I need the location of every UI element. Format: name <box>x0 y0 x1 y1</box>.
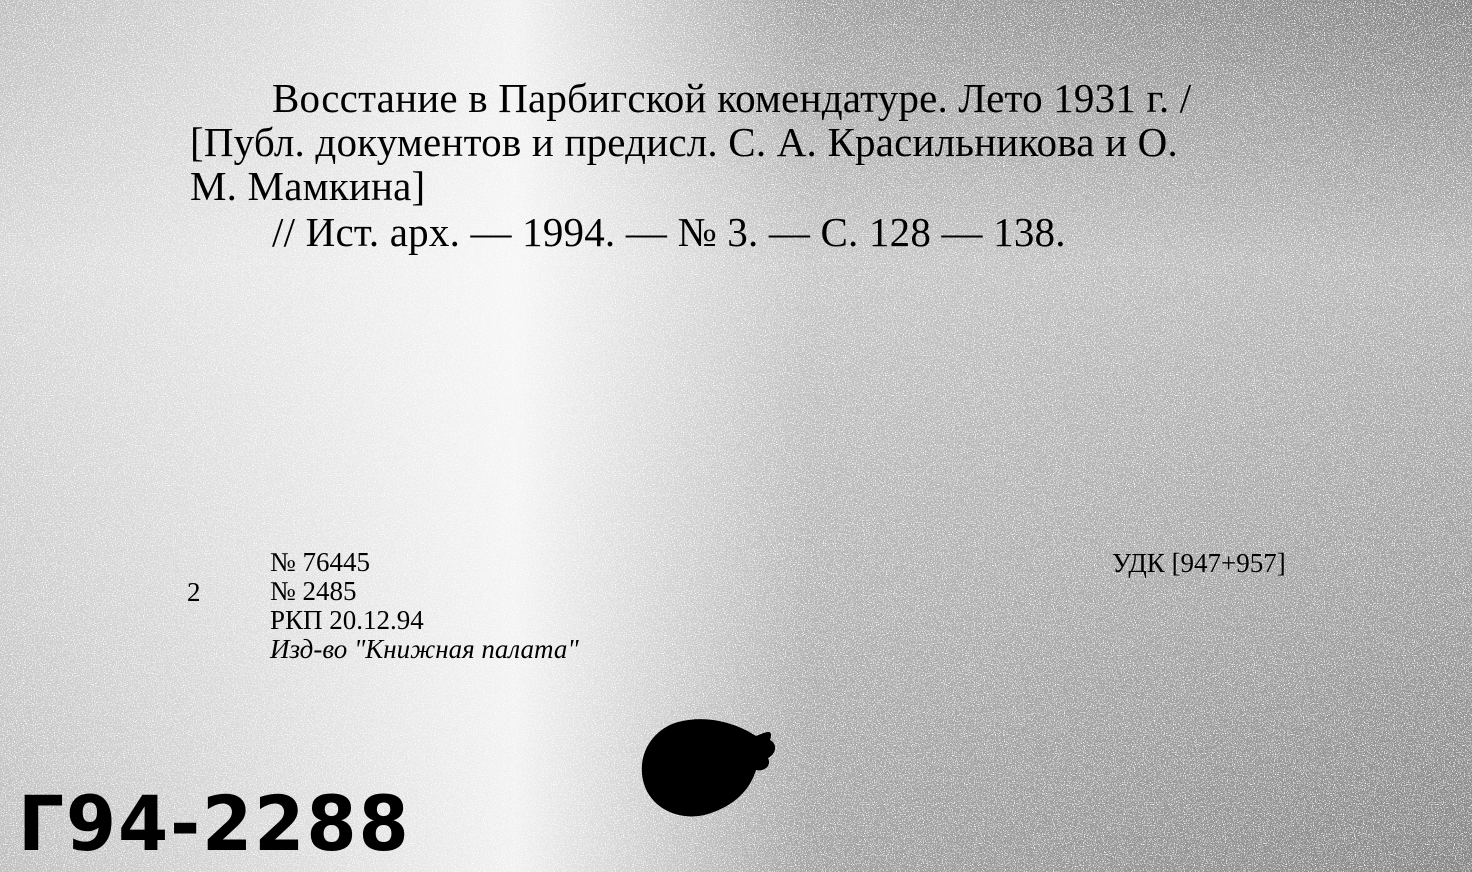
entry-source-line: // Ист. арх. — 1994. — № 3. — С. 128 — 138. <box>272 209 1066 255</box>
registration-block <box>270 548 579 664</box>
entry-title-line: Восстание в Парбигской комендатуре. Лето 1931 г. / <box>272 75 1192 121</box>
handwritten-code: Г94-2288 <box>18 779 411 868</box>
copies-count: 2 <box>187 577 201 607</box>
rkp-date: РКП 20.12.94 <box>270 605 424 635</box>
bibliographic-entry <box>190 76 1380 254</box>
entry-responsibility-line-end: М. Мамкина] <box>190 163 426 209</box>
registration-number-1: № 76445 <box>270 547 371 577</box>
udc-code: УДК [947+957] <box>1112 548 1286 578</box>
publisher-name: Изд-во "Книжная палата" <box>270 634 579 664</box>
entry-responsibility-line: [Публ. документов и предисл. С. А. Красильникова и О. <box>190 119 1178 165</box>
punched-hole-mark <box>638 714 788 834</box>
registration-number-2: № 2485 <box>270 576 357 606</box>
